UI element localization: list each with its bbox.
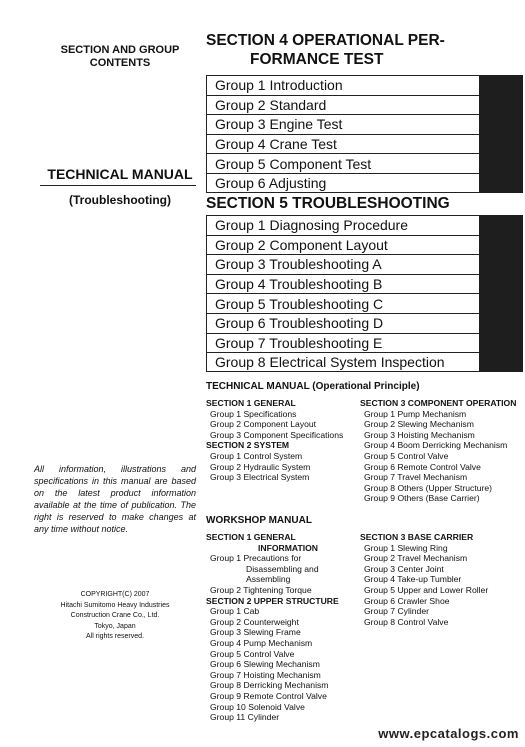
- ws-s3-item: Group 4 Take-up Tumbler: [364, 574, 462, 585]
- op-s1-title: SECTION 1 GENERAL: [206, 398, 296, 408]
- section5-group-item[interactable]: Group 6 Troubleshooting D: [206, 313, 523, 333]
- ws-s3-title: SECTION 3 BASE CARRIER: [360, 532, 474, 542]
- section5-group-item[interactable]: Group 1 Diagnosing Procedure: [206, 215, 523, 235]
- ws-s2-item: Group 3 Slewing Frame: [210, 627, 301, 638]
- index-tab: [479, 215, 523, 236]
- ws-s1-item-cont: Assembling: [246, 574, 291, 585]
- op-principle-title: TECHNICAL MANUAL (Operational Principle): [206, 381, 420, 392]
- op-s3-item: Group 8 Others (Upper Structure): [364, 482, 492, 493]
- index-tab: [479, 173, 523, 193]
- ws-s2-title: SECTION 2 UPPER STRUCTURE: [206, 595, 339, 606]
- copyright-block: [34, 590, 196, 643]
- index-tab: [479, 333, 523, 354]
- notice-text: All information, illustrations and specifications in this manual are based on the latest product information available at the time of publication. The right is reserved to make changes at any time without notice.: [34, 464, 196, 534]
- section4-title-line-2: FORMANCE TEST: [250, 51, 384, 68]
- op-s3-item: Group 4 Boom Derricking Mechanism: [364, 440, 508, 451]
- section5-group-item[interactable]: Group 8 Electrical System Inspection: [206, 352, 523, 372]
- heading-line-2: CONTENTS: [89, 57, 151, 69]
- ws-s1-item-cont: Disassembling and: [246, 563, 319, 574]
- copyright-line: Hitachi Sumitomo Heavy Industries: [60, 601, 170, 609]
- ws-s3-item: Group 6 Crawler Shoe: [364, 595, 450, 606]
- index-tab: [479, 235, 523, 256]
- ws-s2-item: Group 8 Derricking Mechanism: [210, 680, 329, 691]
- op-s2-item: Group 3 Electrical System: [210, 472, 310, 483]
- section-group-contents-heading: [40, 44, 200, 70]
- ws-s2-item: Group 4 Pump Mechanism: [210, 637, 313, 648]
- op-s2-title: SECTION 2 SYSTEM: [206, 440, 290, 451]
- section5-group-item[interactable]: Group 2 Component Layout: [206, 235, 523, 255]
- section4-group-item[interactable]: Group 5 Component Test: [206, 153, 523, 173]
- ws-s2-item: Group 7 Hoisting Mechanism: [210, 669, 321, 680]
- op-s2-item: Group 1 Control System: [210, 450, 303, 461]
- op-s1-item: Group 2 Component Layout: [210, 419, 317, 430]
- index-tab: [479, 313, 523, 334]
- op-principle-col-right: [360, 398, 522, 504]
- ws-s2-item: Group 6 Slewing Mechanism: [210, 659, 320, 670]
- index-tab: [479, 293, 523, 314]
- ws-s3-item: Group 7 Cylinder: [364, 606, 429, 617]
- copyright-line: COPYRIGHT(C) 2007: [80, 591, 150, 598]
- section5-group-item[interactable]: Group 4 Troubleshooting B: [206, 274, 523, 294]
- op-s3-item: Group 9 Others (Base Carrier): [364, 493, 480, 504]
- index-tab: [479, 95, 523, 116]
- ws-s2-item: Group 10 Solenoid Valve: [210, 701, 305, 712]
- index-tab: [479, 254, 523, 275]
- section4-title-line-1: SECTION 4 OPERATIONAL PER-: [206, 32, 445, 49]
- manual-subtitle: (Troubleshooting): [69, 193, 171, 207]
- workshop-title: WORKSHOP MANUAL: [206, 515, 312, 526]
- ws-s1-title: SECTION 1 GENERAL: [206, 532, 296, 542]
- ws-s2-item: Group 9 Remote Control Valve: [210, 690, 327, 701]
- workshop-col-left: [206, 532, 358, 723]
- op-s1-item: Group 1 Specifications: [210, 408, 297, 419]
- ws-s2-item: Group 2 Counterweight: [210, 616, 299, 627]
- op-s3-item: Group 2 Slewing Mechanism: [364, 419, 474, 430]
- ws-s1-title-cont: INFORMATION: [258, 542, 318, 553]
- section4-group-item[interactable]: Group 4 Crane Test: [206, 134, 523, 154]
- op-principle-col-left: [206, 398, 358, 483]
- ws-s2-item: Group 1 Cab: [210, 606, 260, 617]
- op-s3-item: Group 6 Remote Control Valve: [364, 461, 481, 472]
- index-tab: [479, 75, 523, 96]
- op-s3-item: Group 3 Hoisting Mechanism: [364, 429, 475, 440]
- ws-s3-item: Group 8 Control Valve: [364, 616, 449, 627]
- copyright-line: Construction Crane Co., Ltd.: [70, 612, 160, 619]
- op-s3-item: Group 5 Control Valve: [364, 450, 449, 461]
- copyright-line: Tokyo, Japan: [94, 622, 136, 630]
- index-tab: [479, 352, 523, 372]
- section4-group-item[interactable]: Group 6 Adjusting: [206, 173, 523, 193]
- section4-group-item[interactable]: Group 3 Engine Test: [206, 114, 523, 134]
- heading-line-1: SECTION AND GROUP: [60, 44, 180, 56]
- manual-title: TECHNICAL MANUAL: [47, 166, 193, 182]
- index-tab: [479, 114, 523, 135]
- index-tab: [479, 134, 523, 155]
- section4-group-list: [206, 75, 523, 193]
- ws-s3-item: Group 5 Upper and Lower Roller: [364, 584, 489, 595]
- ws-s1-item: Group 1 Precautions for: [210, 553, 302, 564]
- op-s2-item: Group 2 Hydraulic System: [210, 461, 311, 472]
- watermark-url: www.epcatalogs.com: [378, 726, 519, 741]
- section5-group-item[interactable]: Group 3 Troubleshooting A: [206, 254, 523, 274]
- section5-group-item[interactable]: Group 5 Troubleshooting C: [206, 293, 523, 313]
- section4-group-item[interactable]: Group 1 Introduction: [206, 75, 523, 95]
- copyright-line: All rights reserved.: [86, 633, 144, 640]
- workshop-col-right: [360, 532, 522, 627]
- index-tab: [479, 153, 523, 174]
- op-s3-item: Group 1 Pump Mechanism: [364, 408, 467, 419]
- ws-s1-item: Group 2 Tightening Torque: [210, 584, 312, 595]
- section4-title: [206, 31, 445, 69]
- op-s3-item: Group 7 Travel Mechanism: [364, 472, 468, 483]
- ws-s2-item: Group 5 Control Valve: [210, 648, 295, 659]
- section5-group-list: [206, 215, 523, 372]
- title-divider: [40, 185, 196, 186]
- ws-s3-item: Group 1 Slewing Ring: [364, 542, 448, 553]
- ws-s2-item: Group 11 Cylinder: [210, 712, 280, 723]
- section4-group-item[interactable]: Group 2 Standard: [206, 95, 523, 115]
- ws-s3-item: Group 2 Travel Mechanism: [364, 553, 468, 564]
- op-s3-title: SECTION 3 COMPONENT OPERATION: [360, 398, 517, 408]
- section5-title: SECTION 5 TROUBLESHOOTING: [206, 195, 450, 212]
- index-tab: [479, 274, 523, 295]
- ws-s3-item: Group 3 Center Joint: [364, 563, 444, 574]
- op-s1-item: Group 3 Component Specifications: [210, 429, 344, 440]
- section5-group-item[interactable]: Group 7 Troubleshooting E: [206, 333, 523, 353]
